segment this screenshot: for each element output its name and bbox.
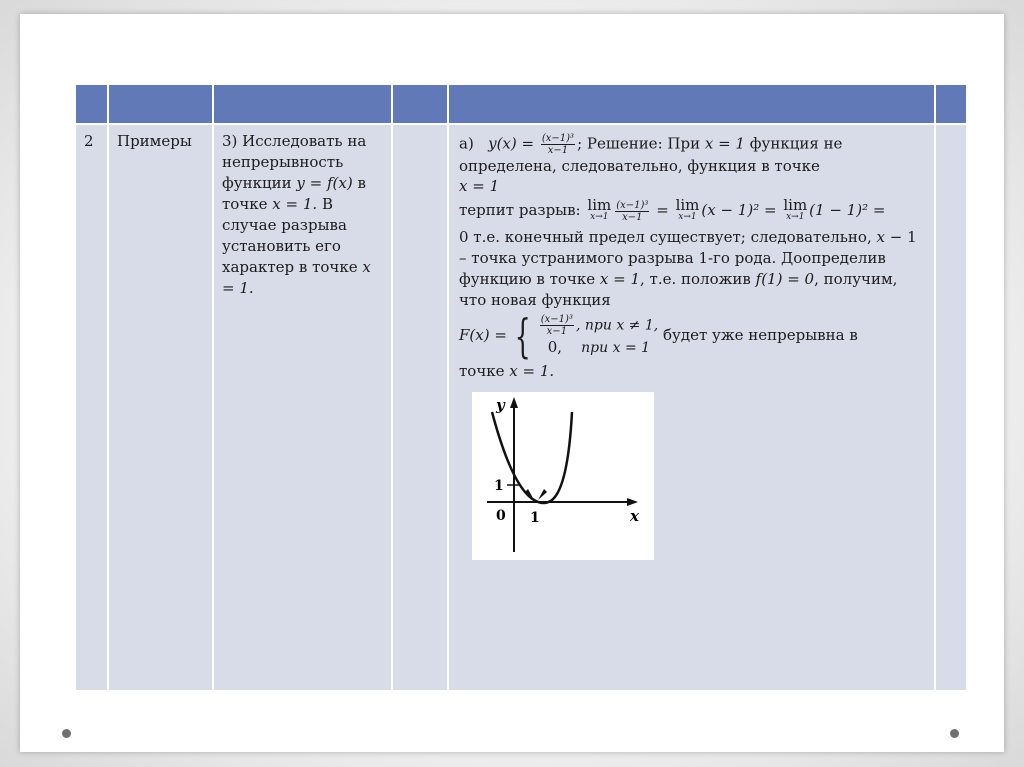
solution-text-1: ; Решение: При (577, 134, 701, 153)
table-header-row (75, 84, 967, 124)
solution-paragraph (459, 227, 926, 311)
task-point: x = 1. (272, 195, 318, 213)
graph-svg (472, 392, 654, 560)
task-cell (213, 124, 392, 691)
piecewise-line (459, 309, 926, 363)
label-origin: 0 (496, 508, 506, 524)
limit-fraction (615, 200, 649, 223)
task-text-1: 3) Исследовать на непрерывность функции (222, 132, 367, 192)
task-point-2: x = 1. (222, 258, 371, 297)
section-cell (108, 124, 213, 691)
solution-x-2: x = 1 (459, 177, 500, 195)
label-x-one: 1 (530, 510, 540, 526)
limit-sub: x→1 (590, 212, 609, 222)
solution-text-9: точке (459, 362, 505, 380)
limit-word: lim (587, 196, 612, 214)
solution-text-8: будет уже непрерывна в (662, 326, 858, 344)
solution-line-1 (459, 133, 926, 177)
limit-sub: x→1 (678, 212, 697, 222)
equals-sign: = (656, 201, 669, 219)
solution-fraction (541, 133, 575, 156)
header-cell (935, 84, 967, 124)
limit-expression-3: (1 − 1)² = (809, 201, 886, 219)
solution-x-5: x = 1. (509, 362, 555, 380)
case-1-condition: , при x ≠ 1, (575, 317, 659, 334)
limit-1 (587, 196, 612, 223)
row-number-cell (75, 124, 108, 691)
empty-cell (392, 124, 448, 691)
task-text-2: в точке (222, 174, 366, 213)
fraction-numerator: (x−1)³ (540, 314, 573, 325)
piecewise-cases (538, 314, 658, 358)
piecewise-case-2 (538, 337, 658, 358)
header-cell (392, 84, 448, 124)
section-name: Примеры (117, 132, 192, 150)
fraction-denominator: x−1 (546, 326, 568, 337)
fraction-denominator: x−1 (622, 211, 643, 223)
parabola-curve (492, 412, 572, 503)
solution-text-5: 1 – точка устранимого разрыва 1-го рода. Доопределив функцию в точке (459, 228, 917, 288)
empty-cell (935, 124, 967, 691)
case-fraction (540, 314, 574, 337)
x-axis-arrow-icon (627, 498, 638, 506)
limit-sub: x→1 (786, 212, 805, 222)
piecewise-lhs: F(x) = (459, 326, 507, 344)
solution-limit-line (459, 196, 926, 223)
case-2-value: 0, (547, 338, 563, 356)
content-table (74, 83, 968, 692)
solution-x-4: x = 1 (599, 270, 641, 288)
solution-text-2: функция не определена, следовательно, функция в точке (459, 134, 843, 175)
header-cell (448, 84, 935, 124)
fraction-numerator: (x−1)³ (616, 199, 649, 211)
task-text-3: В случае разрыва установить его характер в точке (222, 195, 358, 276)
solution-text-7: , получим, что новая функция (459, 270, 898, 309)
label-y-one: 1 (494, 478, 504, 494)
solution-label: а) (459, 134, 474, 153)
fraction-denominator: x−1 (547, 145, 569, 156)
limit-word: lim (783, 196, 808, 214)
limit-word: lim (675, 196, 700, 214)
solution-y-lhs: y(x) = (488, 134, 535, 153)
solution-text-6: , т.е. положив (640, 270, 751, 288)
fraction-numerator: (x−1)³ (541, 133, 575, 144)
limit-expression-2: (x − 1)² = (701, 201, 777, 219)
solution-text-4: 0 т.е. конечный предел существует; следовательно, (459, 228, 872, 246)
function-graph (472, 392, 654, 560)
header-cell (108, 84, 213, 124)
solution-final-line (459, 361, 926, 382)
header-cell (213, 84, 392, 124)
brace-icon: { (514, 309, 531, 363)
limit-2 (675, 196, 700, 223)
solution-text (449, 125, 934, 382)
label-x: x (630, 507, 639, 525)
solution-x-3: x − (876, 228, 903, 246)
task-text (214, 125, 391, 299)
piecewise-case-1 (538, 314, 658, 337)
solution-x-1: x = 1 (704, 134, 745, 153)
bullet-dot-left (62, 729, 71, 738)
label-y: y (496, 396, 505, 414)
row-number: 2 (84, 132, 94, 150)
solution-text-3: терпит разрыв: (459, 201, 581, 219)
task-function: y = f(x) (296, 174, 353, 192)
header-cell (75, 84, 108, 124)
solution-f-1: f(1) = 0 (755, 270, 815, 288)
point-arrow-right-icon (538, 489, 547, 500)
case-2-condition: при x = 1 (581, 340, 651, 356)
y-axis-arrow-icon (510, 397, 518, 408)
limit-3 (783, 196, 808, 223)
solution-line-2 (459, 176, 926, 197)
bullet-dot-right (950, 729, 959, 738)
